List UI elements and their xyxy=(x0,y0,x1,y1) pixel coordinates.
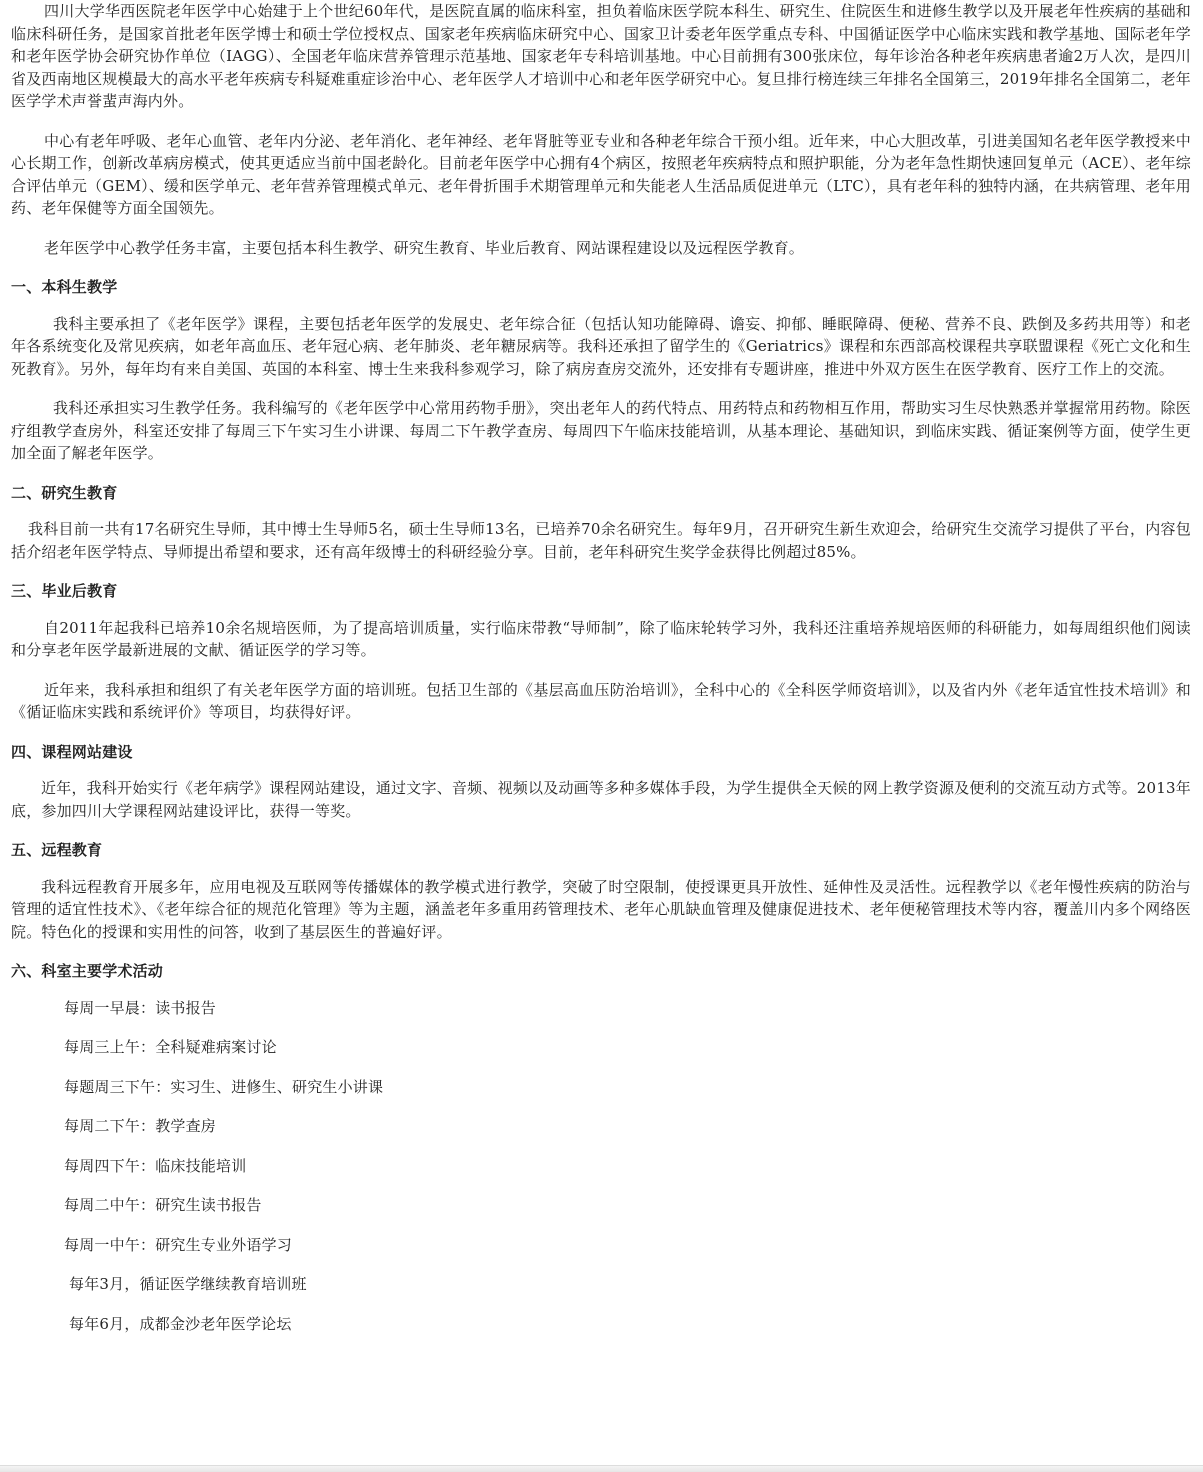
section-heading-undergraduate: 一、本科生教学 xyxy=(11,278,118,296)
postgraduate-paragraph-residents: 自2011年起我科已培养10余名规培医师，为了提高培训质量，实行临床带教“导师制”，除了临床轮转学习外，我科还注重培养规培医师的科研能力，如每周组织他们阅读和分享老年医学最新进展的文献、循证医学的学习等。 xyxy=(11,618,1191,659)
activity-item-march: 每年3月，循证医学继续教育培训班 xyxy=(69,1275,307,1293)
document-body xyxy=(11,0,1191,1352)
activity-item-tuesday-afternoon: 每周二下午：教学查房 xyxy=(64,1117,217,1135)
section-heading-postgraduate: 三、毕业后教育 xyxy=(11,582,118,600)
undergraduate-paragraph-course: 我科主要承担了《老年医学》课程，主要包括老年医学的发展史、老年综合征（包括认知功能障碍、谵妄、抑郁、睡眠障碍、便秘、营养不良、跌倒及多药共用等）和老年各系统变化及常见疾病，如老年高血压、老年冠心病、老年肺炎、老年糖尿病等。我科还承担了留学生的《Geriatrics》课程和东西部高校课程共享联盟课程《死亡文化和生死教育》。另外，每年均有来自美国、英国的本科室、博士生来我科参观学习，除了病房查房交流外，还安排有专题讲座，推进中外双方医生在医学教育、医疗工作上的交流。 xyxy=(11,314,1191,378)
section-heading-remote-education: 五、远程教育 xyxy=(11,841,103,859)
course-website-paragraph: 近年，我科开始实行《老年病学》课程网站建设，通过文字、音频、视频以及动画等多种多媒体手段，为学生提供全天候的网上教学资源及便利的交流互动方式等。2013年底，参加四川大学课程网站建设评比，获得一等奖。 xyxy=(11,779,1191,820)
intro-paragraph-subspecialties: 中心有老年呼吸、老年心血管、老年内分泌、老年消化、老年神经、老年肾脏等亚专业和各种老年综合干预小组。近年来，中心大胆改革，引进美国知名老年医学教授来中心长期工作，创新改革病房模式，使其更适应当前中国老龄化。目前老年医学中心拥有4个病区，按照老年疾病特点和照护职能，分为老年急性期快速回复单元（ACE）、老年综合评估单元（GEM）、缓和医学单元、老年营养管理模式单元、老年骨折围手术期管理单元和失能老人生活品质促进单元（LTC），具有老年科的独特内涵，在共病管理、老年用药、老年保健等方面全国领先。 xyxy=(11,131,1191,217)
activity-item-tuesday-noon: 每周二中午：研究生读书报告 xyxy=(64,1196,262,1214)
postgraduate-paragraph-training: 近年来，我科承担和组织了有关老年医学方面的培训班。包括卫生部的《基层高血压防治培训》，全科中心的《全科医学师资培训》，以及省内外《老年适宜性技术培训》和《循证临床实践和系统评价》等项目，均获得好评。 xyxy=(11,680,1191,721)
intro-paragraph-history: 四川大学华西医院老年医学中心始建于上个世纪60年代，是医院直属的临床科室，担负着临床医学院本科生、研究生、住院医生和进修生教学以及开展老年性疾病的基础和临床科研任务，是国家首批老年医学博士和硕士学位授权点、国家老年疾病临床研究中心、国家卫计委老年医学重点专科、中国循证医学中心临床实践和教学基地、国际老年学和老年医学协会研究协作单位（IAGG）、全国老年临床营养管理示范基地、国家老年专科培训基地。中心目前拥有300张床位，每年诊治各种老年疾病患者逾2万人次，是四川省及西南地区规模最大的高水平老年疾病专科疑难重症诊治中心、老年医学人才培训中心和老年医学研究中心。复旦排行榜连续三年排名全国第三，2019年排名全国第二，老年医学学术声誉蜚声海内外。 xyxy=(11,2,1191,110)
page-bottom-edge xyxy=(0,1465,1203,1472)
section-heading-course-website: 四、课程网站建设 xyxy=(11,742,133,761)
activity-item-thursday-afternoon: 每周四下午：临床技能培训 xyxy=(64,1156,247,1175)
intro-paragraph-teaching: 老年医学中心教学任务丰富，主要包括本科生教学、研究生教育、毕业后教育、网站课程建设以及远程医学教育。 xyxy=(44,238,805,257)
activity-item-monday-morning: 每周一早晨：读书报告 xyxy=(64,998,217,1017)
activity-item-june: 每年6月，成都金沙老年医学论坛 xyxy=(69,1314,292,1333)
section-heading-academic-activities: 六、科室主要学术活动 xyxy=(11,962,164,980)
graduate-paragraph: 我科目前一共有17名研究生导师，其中博士生导师5名，硕士生导师13名，已培养70余名研究生。每年9月，召开研究生新生欢迎会，给研究生交流学习提供了平台，内容包括介绍老年医学特点、导师提出希望和要求，还有高年级博士的科研经验分享。目前，老年科研究生奖学金获得比例超过85%。 xyxy=(11,520,1191,561)
activity-item-wednesday-afternoon: 每题周三下午：实习生、进修生、研究生小讲课 xyxy=(64,1077,384,1096)
section-heading-graduate: 二、研究生教育 xyxy=(11,483,118,502)
activity-item-monday-noon: 每周一中午：研究生专业外语学习 xyxy=(64,1235,293,1254)
activity-item-wednesday-morning: 每周三上午：全科疑难病案讨论 xyxy=(64,1038,277,1056)
undergraduate-paragraph-intern: 我科还承担实习生教学任务。我科编写的《老年医学中心常用药物手册》，突出老年人的药代特点、用药特点和药物相互作用，帮助实习生尽快熟悉并掌握常用药物。除医疗组教学查房外，科室还安排了每周三下午实习生小讲课、每周二下午教学查房、每周四下午临床技能培训，从基本理论、基础知识，到临床实践、循证案例等方面，使学生更加全面了解老年医学。 xyxy=(11,399,1191,462)
remote-education-paragraph: 我科远程教育开展多年，应用电视及互联网等传播媒体的教学模式进行教学，突破了时空限制，使授课更具开放性、延伸性及灵活性。远程教学以《老年慢性疾病的防治与管理的适宜性技术》、《老年综合征的规范化管理》等为主题，涵盖老年多重用药管理技术、老年心肌缺血管理及健康促进技术、老年便秘管理技术等内容，覆盖川内多个网络医院。特色化的授课和实用性的问答，收到了基层医生的普遍好评。 xyxy=(11,877,1191,941)
